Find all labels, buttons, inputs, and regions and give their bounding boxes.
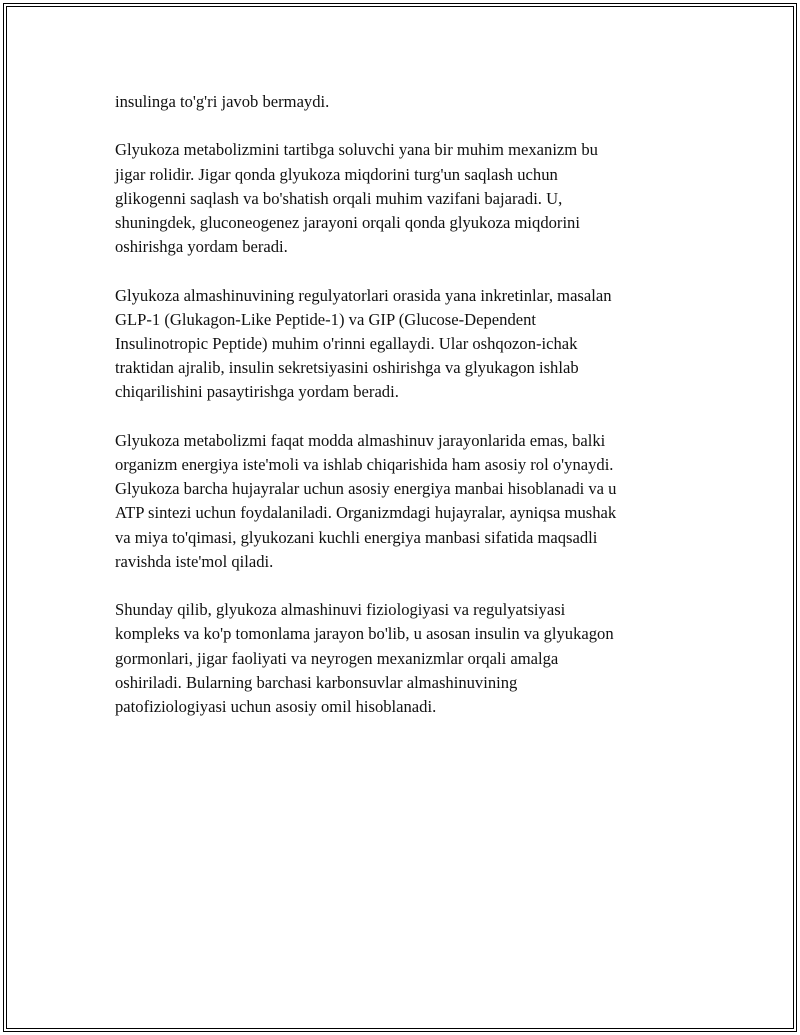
text-line: ATP sintezi uchun foydalaniladi. Organizmdagi hujayralar, ayniqsa mushak [115,503,617,523]
text-line: GLP-1 (Glukagon-Like Peptide-1) va GIP (Glucose-Dependent [115,309,537,329]
text-line: insulinga to'g'ri javob bermaydi. [115,92,330,111]
text-line: Glyukoza almashinuvining regulyatorlari orasida yana inkretinlar, masalan [115,285,612,305]
text-line: kompleks va ko'p tomonlama jarayon bo'lib, u asosan insulin va glyukagon [115,624,614,644]
document-body [115,90,685,743]
text-line: oshirishga yordam beradi. [115,237,288,257]
text-line: Shunday qilib, glyukoza almashinuvi fiziologiyasi va regulyatsiyasi [115,600,566,620]
text-line: Glyukoza metabolizmini tartibga soluvchi yana bir muhim mexanizm bu [115,140,598,160]
text-line: oshiriladi. Bularning barchasi karbonsuvlar almashinuvining [115,672,518,692]
text-line: Insulinotropic Peptide) muhim o'rinni egallaydi. Ular oshqozon-ichak [115,334,578,353]
text-line: gormonlari, jigar faoliyati va neyrogen mexanizmlar orqali amalga [115,648,559,668]
paragraph-4 [115,429,685,574]
text-line: ravishda iste'mol qiladi. [115,551,274,571]
text-line: chiqarilishini pasaytirishga yordam beradi. [115,382,399,402]
paragraph-2 [115,138,685,259]
text-line: organizm energiya iste'moli va ishlab chiqarishida ham asosiy rol o'ynaydi. [115,455,614,474]
text-line: shuningdek, gluconeogenez jarayoni orqali qonda glyukoza miqdorini [115,213,580,232]
text-line: Glyukoza metabolizmi faqat modda almashinuv jarayonlarida emas, balki [115,430,606,450]
text-line: traktidan ajralib, insulin sekretsiyasini oshirishga va glyukagon ishlab [115,358,579,378]
text-line: va miya to'qimasi, glyukozani kuchli energiya manbasi sifatida maqsadli [115,527,598,547]
paragraph-3 [115,284,685,405]
paragraph-1 [115,90,685,114]
text-line: Glyukoza barcha hujayralar uchun asosiy energiya manbai hisoblanadi va u [115,479,617,499]
text-line: patofiziologiyasi uchun asosiy omil hisoblanadi. [115,697,437,717]
text-line: jigar rolidir. Jigar qonda glyukoza miqdorini turg'un saqlash uchun [115,164,558,184]
text-line: glikogenni saqlash va bo'shatish orqali muhim vazifani bajaradi. U, [115,188,563,208]
paragraph-5 [115,598,685,719]
